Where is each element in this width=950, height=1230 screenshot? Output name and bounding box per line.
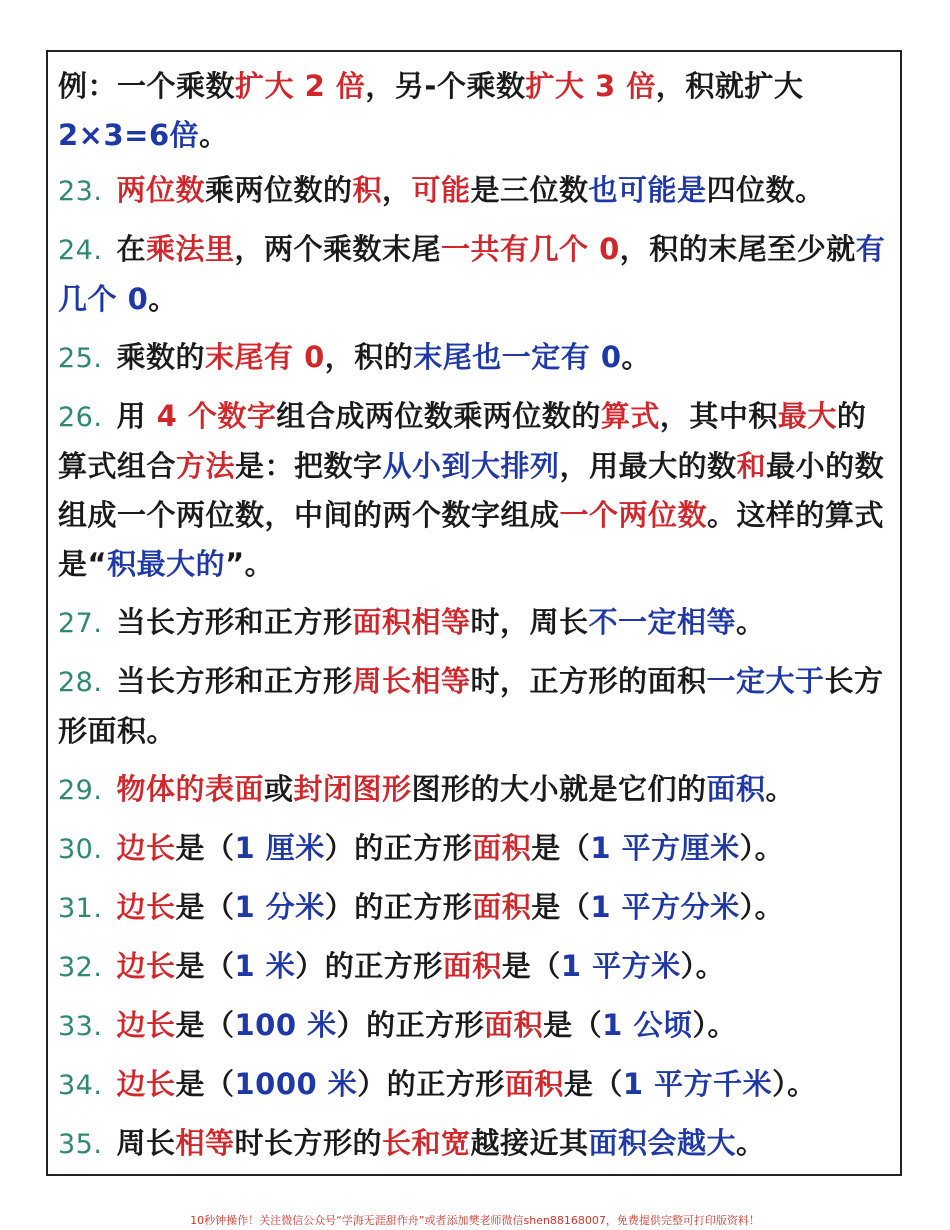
note-text-segment: 面积相等 [352, 605, 471, 639]
note-text-segment: 边长 [116, 1067, 176, 1101]
note-text-segment: 。 [736, 605, 766, 639]
note-text-segment: 是三位数 [470, 173, 589, 207]
note-text-segment: 。 [148, 282, 178, 316]
note-text-segment: 是（ [175, 1067, 235, 1101]
note-text-segment: 1 平方分米 [590, 890, 740, 924]
note-text-segment: ）。 [692, 1008, 737, 1042]
note-text-segment: 四位数。 [706, 173, 825, 207]
note-item [58, 1060, 892, 1110]
note-text-segment: 乘法里 [145, 232, 235, 266]
note-text-segment: 越接近其 [470, 1126, 589, 1160]
note-text-segment: 图形的大小就是它们的 [411, 772, 707, 806]
note-text-segment: 边长 [116, 890, 176, 924]
note-text-segment: ）的正方形 [324, 831, 473, 865]
note-item [58, 883, 892, 933]
note-text-segment: ，用最大的数 [559, 449, 737, 483]
note-text-segment: ，积就扩大 [655, 69, 804, 103]
note-text-segment: 面积 [706, 772, 766, 806]
note-text-segment: 物体的表面 [116, 772, 264, 806]
note-item [58, 824, 892, 874]
note-number: 35. [58, 1129, 103, 1160]
note-text-segment: 相等 [175, 1126, 235, 1160]
note-text-segment: 倍 [169, 118, 200, 152]
note-text-segment: 长和宽 [382, 1126, 471, 1160]
note-text-segment: 周长 [116, 1126, 176, 1160]
note-text-segment: 算式 [600, 399, 660, 433]
note-text-segment: 是（ [501, 949, 561, 983]
note-text-segment: 一定大于 [706, 664, 825, 698]
note-number: 33. [58, 1011, 103, 1042]
note-text-segment: 一个两位数 [559, 498, 708, 532]
note-item [58, 765, 892, 815]
note-number: 24. [58, 235, 103, 266]
note-text-segment: 乘数的 [116, 340, 205, 374]
note-text-segment: ，积的 [324, 340, 414, 374]
note-text-segment: 时长方形的 [234, 1126, 382, 1160]
note-text-segment: ）的正方形 [324, 890, 473, 924]
note-text-segment: 。 [199, 118, 229, 152]
note-text-segment: ）。 [772, 1067, 817, 1101]
note-text-segment: 2×3=6 [58, 118, 170, 152]
note-text-segment: 面积 [484, 1008, 544, 1042]
note-number: 30. [58, 834, 103, 865]
note-item [58, 166, 892, 216]
note-text-segment: 扩大 [235, 69, 295, 103]
note-text-segment: 和 [736, 449, 767, 483]
note-text-segment: 用 [116, 399, 157, 433]
note-text-segment: 100 米 [234, 1008, 337, 1042]
note-text-segment: 末尾有 0 [204, 340, 325, 374]
note-text-segment: 从小到大排列 [382, 449, 560, 483]
note-text-segment: 是（ [531, 831, 591, 865]
note-number: 26. [58, 402, 103, 433]
note-text-segment: 组合成两位数乘两位数的 [276, 399, 601, 433]
note-text-segment: 是（ [175, 890, 235, 924]
note-number: 28. [58, 667, 103, 698]
note-text-segment: 时，周长 [470, 605, 589, 639]
note-text-segment: ）。 [680, 949, 726, 983]
note-text-segment: 边长 [116, 1008, 176, 1042]
note-number: 34. [58, 1070, 103, 1101]
note-item [58, 657, 892, 756]
note-text-segment: 面积 [472, 890, 532, 924]
note-text-segment: 边长 [116, 949, 176, 983]
note-text-segment: ）。 [739, 831, 785, 865]
note-text-segment: 封闭图形 [293, 772, 412, 806]
note-text-segment: 是（ [531, 890, 591, 924]
note-text-segment: 4 个数字 [156, 399, 277, 433]
footer-note: 10秒钟操作！关注微信公众号“学海无涯甜作舟”或者添加樊老师微信shen88168007，免费提供完整可打印版资料！ [190, 1214, 760, 1227]
note-text-segment: 边长 [116, 831, 176, 865]
note-text-segment: 最小的数组成一个两位数，中间的两个数字组成 [58, 449, 885, 532]
note-text-segment: 1000 米 [234, 1067, 358, 1101]
note-number: 25. [58, 343, 103, 374]
note-text-segment: 1 平方米 [560, 949, 681, 983]
note-item [58, 942, 892, 992]
content-frame [46, 50, 902, 1176]
note-text-segment: 是（ [543, 1008, 603, 1042]
note-text-segment: 最大 [777, 399, 837, 433]
note-text-segment: 的算式组合 [58, 399, 867, 483]
note-text-segment: 2 倍 [294, 69, 366, 103]
note-text-segment: 面积 [442, 949, 502, 983]
note-text-segment: 是（ [175, 1008, 235, 1042]
note-text-segment: 方法 [176, 449, 236, 483]
note-text-segment: 积 [352, 173, 382, 207]
note-text-segment: 1 平方千米 [622, 1067, 773, 1101]
note-text-segment: 扩大 3 倍 [525, 69, 656, 103]
note-number: 32. [58, 952, 103, 983]
note-text-segment: 。 [621, 340, 652, 374]
note-text-segment: ，其中积 [659, 399, 778, 433]
note-item [58, 1001, 892, 1051]
note-text-segment: 面积 [472, 831, 532, 865]
note-text-segment: 可能 [411, 173, 471, 207]
note-item [58, 598, 892, 648]
note-text-segment: 时，正方形的面积 [470, 664, 707, 698]
note-text-segment: ，另-个乘数 [365, 69, 526, 103]
note-text-segment: 。 [736, 1126, 766, 1160]
note-text-segment: ，两个乘数末尾 [234, 232, 441, 266]
note-text-segment: 长方形面积。 [58, 664, 884, 748]
note-text-segment: 面积 [504, 1067, 564, 1101]
note-text-segment: 例：一个乘数 [58, 69, 236, 103]
note-text-segment: 。 [765, 772, 796, 806]
note-text-segment: 1 分米 [234, 890, 325, 924]
note-text-segment: ， [382, 173, 412, 207]
note-text-segment: 1 米 [234, 949, 296, 983]
note-text-segment: 或 [263, 772, 294, 806]
note-text-segment: 1 平方厘米 [590, 831, 740, 865]
note-text-segment: 周长相等 [352, 664, 471, 698]
note-number: 27. [58, 608, 103, 639]
note-text-segment: 是：把数字 [235, 449, 383, 483]
example-note [58, 62, 892, 160]
note-text-segment: 末尾也一定有 0 [413, 340, 622, 374]
note-text-segment: 积最大的 [107, 547, 226, 581]
note-number: 23. [58, 176, 103, 207]
note-text-segment: 是（ [175, 949, 235, 983]
note-text-segment: 在 [116, 232, 146, 266]
note-item [58, 1119, 892, 1169]
note-item [58, 392, 892, 589]
note-text-segment: ）的正方形 [357, 1067, 505, 1101]
note-text-segment: 有几个 0 [58, 232, 886, 316]
note-item [58, 333, 892, 383]
note-text-segment: 1 公顷 [602, 1008, 693, 1042]
note-text-segment: 当长方形和正方形 [116, 664, 353, 698]
note-text-segment: ”。 [225, 547, 275, 581]
note-text-segment: ）的正方形 [295, 949, 443, 983]
note-text-segment: 也可能是 [588, 173, 707, 207]
note-number: 31. [58, 893, 103, 924]
note-number: 29. [58, 775, 103, 806]
note-text-segment: ）的正方形 [336, 1008, 485, 1042]
note-text-segment: 是（ [563, 1067, 623, 1101]
note-text-segment: 面积会越大 [588, 1126, 737, 1160]
notes-list [58, 62, 892, 1178]
note-text-segment: 。这样的算式是“ [58, 498, 885, 581]
note-text-segment: ，积的末尾至少就 [619, 232, 856, 266]
note-text-segment: 一共有几个 0 [441, 232, 620, 266]
note-text-segment: 当长方形和正方形 [116, 605, 353, 639]
note-text-segment: ）。 [739, 890, 785, 924]
note-text-segment: 乘两位数的 [204, 173, 353, 207]
note-text-segment: 不一定相等 [588, 605, 737, 639]
note-text-segment: 1 厘米 [234, 831, 325, 865]
note-text-segment: 两位数 [116, 173, 205, 207]
note-text-segment: 是（ [175, 831, 235, 865]
note-item [58, 225, 892, 324]
